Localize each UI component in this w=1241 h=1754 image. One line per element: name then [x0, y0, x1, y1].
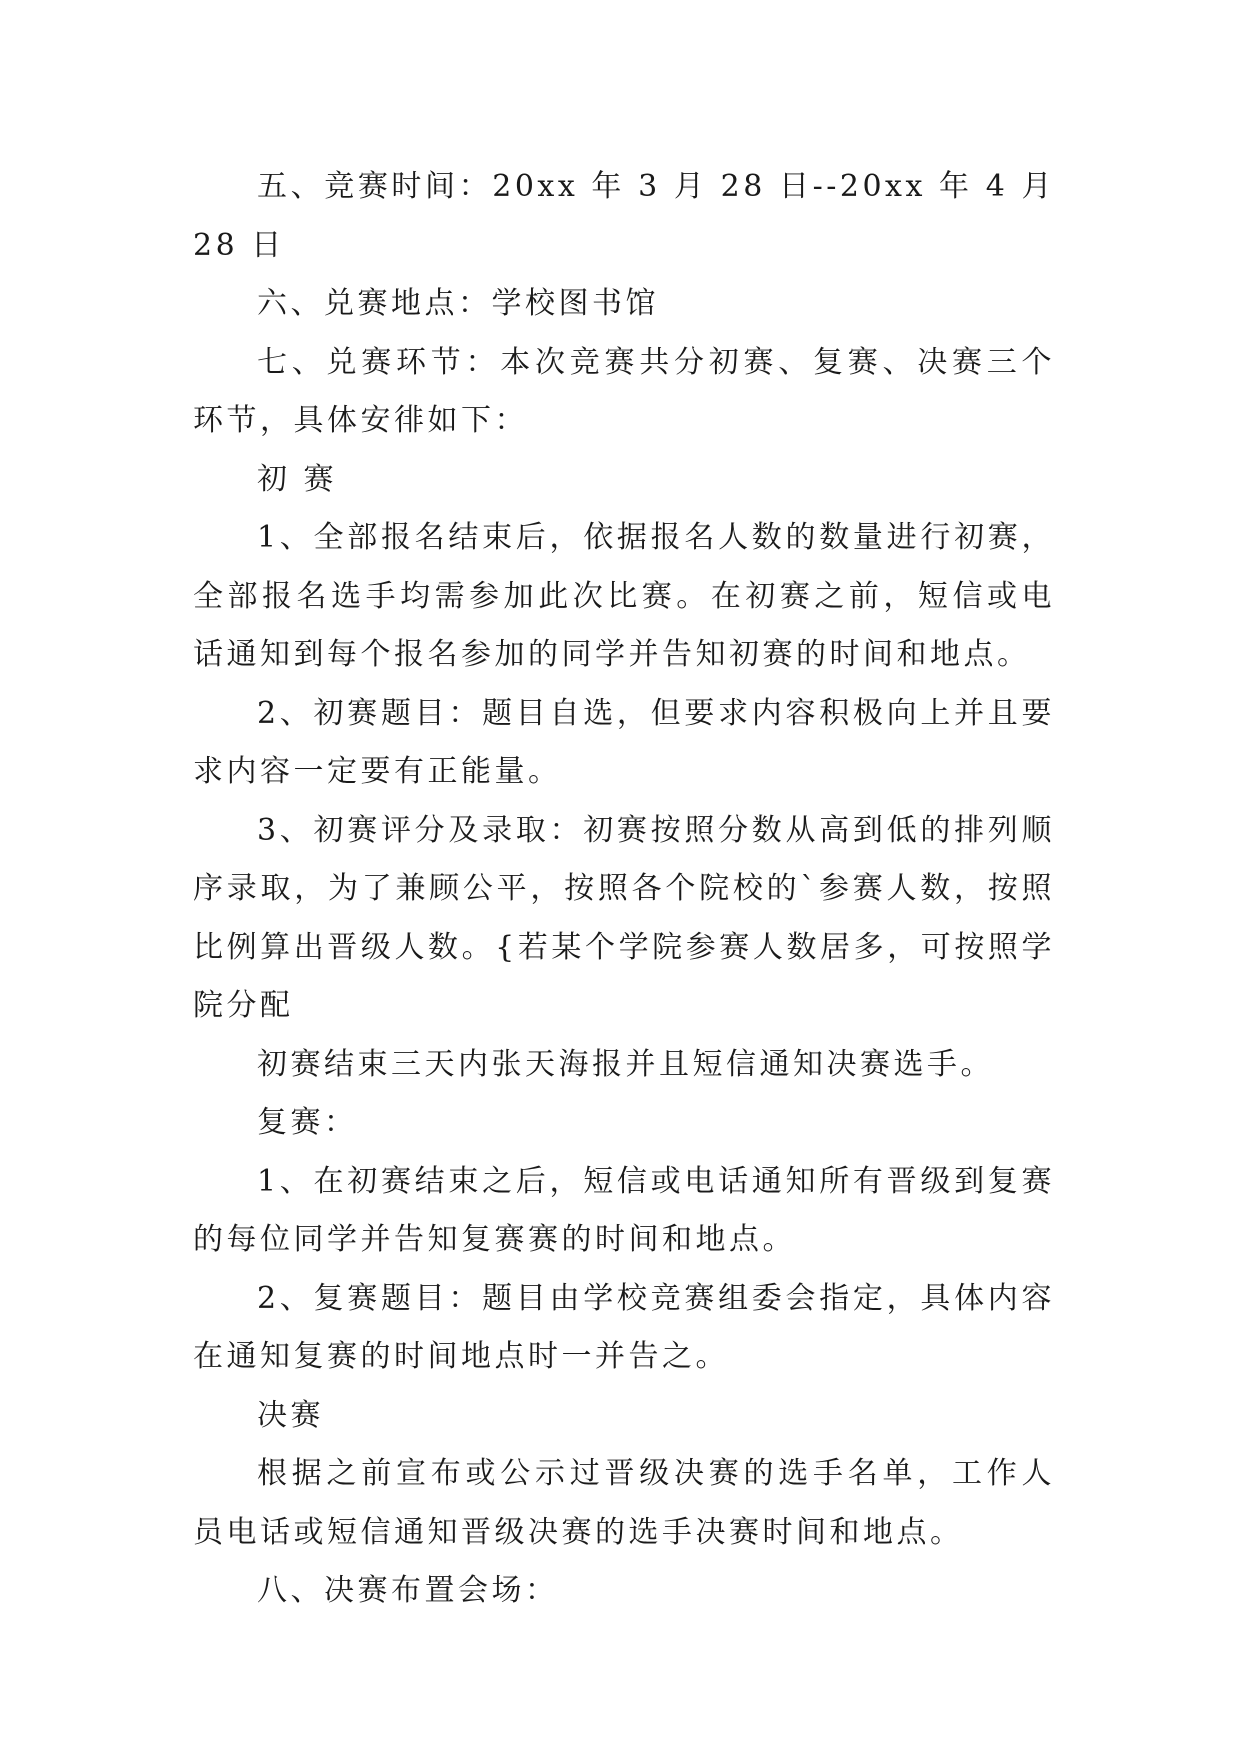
document-body [193, 158, 1055, 1621]
preliminary-item-3: 3、初赛评分及录取：初赛按照分数从高到低的排列顺序录取，为了兼顾公平，按照各个院校的`参赛人数，按照比例算出晋级人数。{若某个学院参赛人数居多，可按照学院分配 [193, 812, 1055, 1023]
preliminary-item-1: 1、全部报名结束后，依据报名人数的数量进行初赛，全部报名选手均需参加此次比赛。在初赛之前，短信或电话通知到每个报名参加的同学并告知初赛的时间和地点。 [193, 520, 1055, 672]
semifinal-item-2: 2、复赛题目：题目由学校竞赛组委会指定，具体内容在通知复赛的时间地点时一并告之。 [193, 1280, 1055, 1374]
preliminary-heading: 初 赛 [257, 461, 338, 497]
section-7-stages: 七、兑赛环节：本次竞赛共分初赛、复赛、决赛三个环节，具体安徘如下： [193, 344, 1055, 438]
section-8-venue-setup: 八、决赛布置会场： [257, 1573, 559, 1608]
final-heading: 决赛 [257, 1397, 324, 1433]
preliminary-notice: 初赛结束三天内张天海报并且短信通知决赛选手。 [257, 1046, 994, 1082]
preliminary-item-2: 2、初赛题目：题目自选，但要求内容积极向上并且要求内容一定要有正能量。 [193, 695, 1055, 789]
section-5-competition-time: 五、竞赛时间：20xx 年 3 月 28 日--20xx 年 4 月 28 日 [193, 169, 1055, 263]
semifinal-item-1: 1、在初赛结束之后，短信或电话通知所有晋级到复赛的每位同学并告知复赛赛的时间和地点。 [193, 1163, 1055, 1257]
semifinal-heading: 复赛： [257, 1105, 358, 1140]
section-6-venue: 六、兑赛地点：学校图书馆 [257, 286, 659, 321]
final-notice: 根据之前宣布或公示过晋级决赛的选手名单，工作人员电话或短信通知晋级决赛的选手决赛时间和地点。 [193, 1456, 1055, 1550]
